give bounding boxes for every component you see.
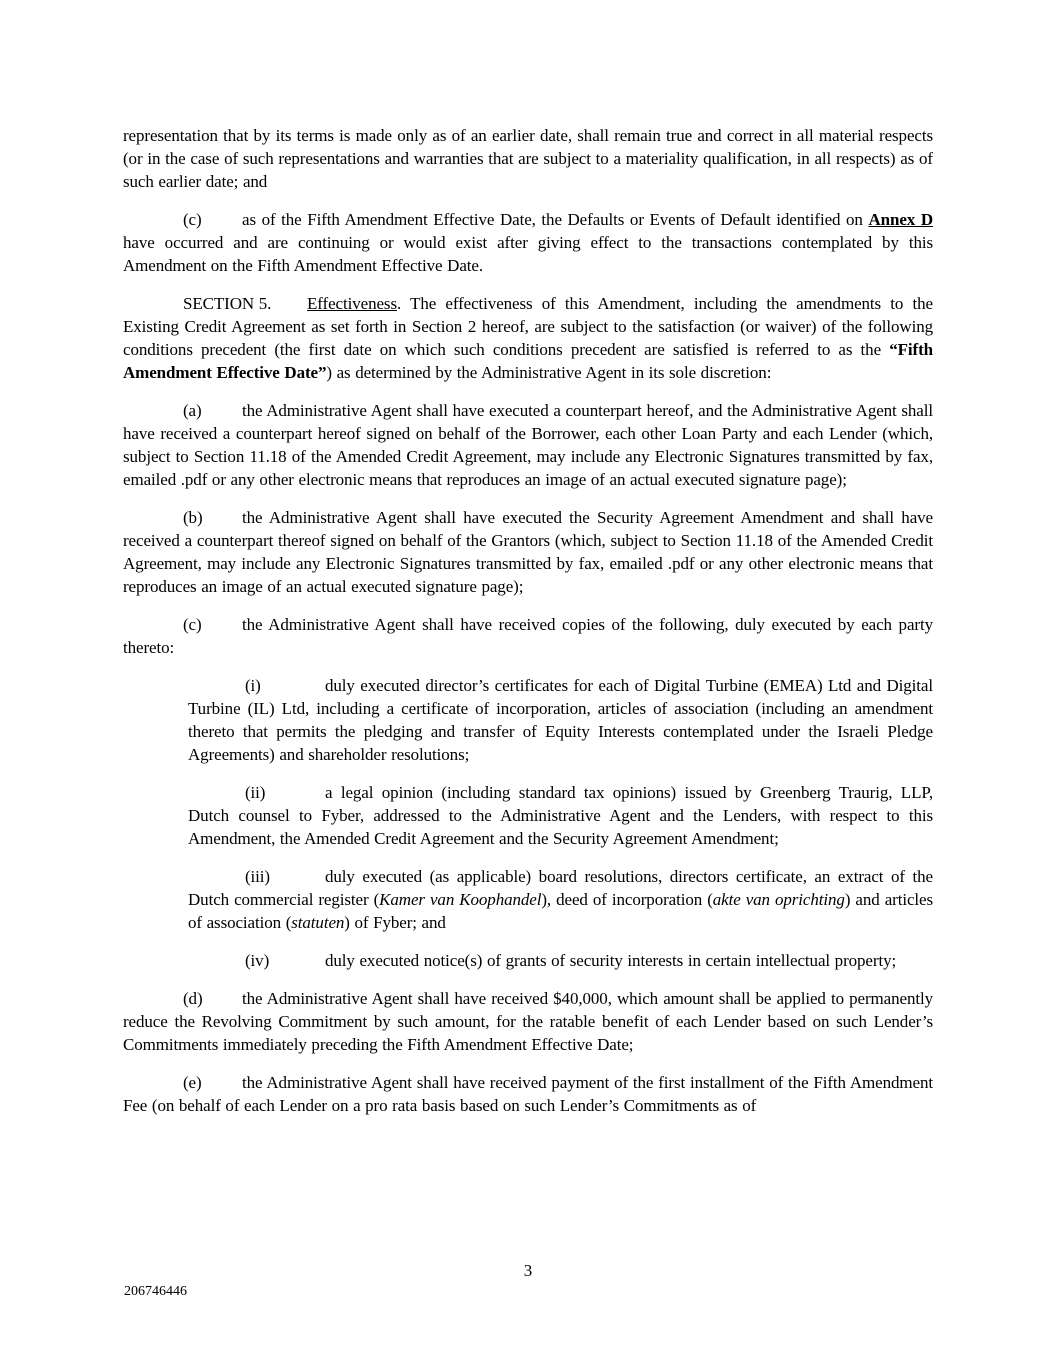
text-run: representation that by its terms is made only as of an earlier date, shall remain true and correct in all material respects (or in the case of such representations and warranties that are subject to a materiality qualification, in all respects) as of such earlier date; and	[123, 126, 933, 191]
paragraph-iv-9	[188, 949, 933, 972]
text-run-italic: statuten	[291, 913, 345, 932]
paragraph-c-5	[123, 613, 933, 659]
paragraph-e-11	[123, 1071, 933, 1117]
text-run: have occurred and are continuing or would exist after giving effect to the transactions contemplated by this Amendment on the Fifth Amendment Effective Date.	[123, 233, 933, 275]
text-run: the Administrative Agent shall have received payment of the first installment of the Fifth Amendment Fee (on behalf of each Lender on a pro rata basis based on such Lender’s Commitments as of	[123, 1073, 933, 1115]
paragraph-a-3	[123, 399, 933, 491]
paragraph-label: (b)	[183, 508, 203, 527]
paragraph-label: (ii)	[245, 783, 266, 802]
document-body	[123, 124, 933, 1132]
page-number: 3	[523, 1261, 533, 1280]
paragraph-label: (a)	[183, 401, 202, 420]
text-run: duly executed director’s certificates for each of Digital Turbine (EMEA) Ltd and Digital Turbine (IL) Ltd, including a certificate of incorporation, articles of association (including an amendment thereto that permits the pledging and transfer of Equity Interests contemplated under the Israeli Pledge Agreements) and shareholder resolutions;	[188, 676, 933, 764]
text-run: as of the Fifth Amendment Effective Date, the Defaults or Events of Default identified on	[242, 210, 869, 229]
text-run: the Administrative Agent shall have received $40,000, which amount shall be applied to permanently reduce the Revolving Commitment by such amount, for the ratable benefit of each Lender based on such Lender’s Commitments immediately preceding the Fifth Amendment Effective Date;	[123, 989, 933, 1054]
text-run-italic: akte van oprichting	[712, 890, 845, 909]
paragraph-label: (iv)	[245, 951, 270, 970]
paragraph-label: (d)	[183, 989, 203, 1008]
text-run-bold: “Fifth Amendment Effective Date”	[123, 340, 933, 382]
paragraph-label: (iii)	[245, 867, 270, 886]
paragraph-continuation-0	[123, 124, 933, 193]
text-run: ), deed of incorporation (	[541, 890, 713, 909]
paragraph-label: SECTION 5.	[183, 294, 272, 313]
text-run: duly executed (as applicable) board resolutions, directors certificate, an extract of the Dutch commercial register (	[188, 867, 933, 909]
text-run: duly executed notice(s) of grants of security interests in certain intellectual property;	[325, 951, 897, 970]
document-id-footer: 206746446	[124, 1284, 187, 1299]
paragraph-i-6	[188, 674, 933, 766]
paragraph-label: (c)	[183, 615, 202, 634]
paragraph-c-1	[123, 208, 933, 277]
text-run: a legal opinion (including standard tax opinions) issued by Greenberg Traurig, LLP, Dutch counsel to Fyber, addressed to the Administrative Agent and the Lenders, with respect to this Amendment, the Amended Credit Agreement and the Security Agreement Amendment;	[188, 783, 933, 848]
text-run: the Administrative Agent shall have executed the Security Agreement Amendment and shall have received a counterpart thereof signed on behalf of the Grantors (which, subject to Section 11.18 of the Amended Credit Agreement, may include any Electronic Signatures transmitted by fax, emailed .pdf or any other electronic means that reproduces an image of an actual executed signature page);	[123, 508, 933, 596]
text-run: ) as determined by the Administrative Agent in its sole discretion:	[326, 363, 772, 382]
text-run: . The effectiveness of this Amendment, including the amendments to the Existing Credit Agreement as set forth in Section 2 hereof, are subject to the satisfaction (or waiver) of the following conditions precedent (the first date on which such conditions precedent are satisfied is referred to as the	[123, 294, 933, 359]
paragraph-b-4	[123, 506, 933, 598]
text-run-italic: Kamer van Koophandel	[379, 890, 542, 909]
text-run: the Administrative Agent shall have executed a counterpart hereof, and the Administrative Agent shall have received a counterpart hereof signed on behalf of the Borrower, each other Loan Party and each Lender (which, subject to Section 11.18 of the Amended Credit Agreement, may include any Electronic Signatures transmitted by fax, emailed .pdf or any other electronic means that reproduces an image of an actual executed signature page);	[123, 401, 933, 489]
paragraph-label: (e)	[183, 1073, 202, 1092]
paragraph-section5-2	[123, 292, 933, 384]
text-run: ) of Fyber; and	[344, 913, 446, 932]
text-run: ) and articles of association (	[188, 890, 934, 932]
paragraph-ii-7	[188, 781, 933, 850]
paragraph-d-10	[123, 987, 933, 1056]
text-run: the Administrative Agent shall have received copies of the following, duly executed by each party thereto:	[123, 615, 933, 657]
paragraph-label: (i)	[245, 676, 261, 695]
paragraph-iii-8	[188, 865, 933, 934]
paragraph-label: (c)	[183, 210, 202, 229]
text-run-underline: Effectiveness	[307, 294, 397, 313]
text-run-bold-underline: Annex D	[868, 210, 933, 229]
